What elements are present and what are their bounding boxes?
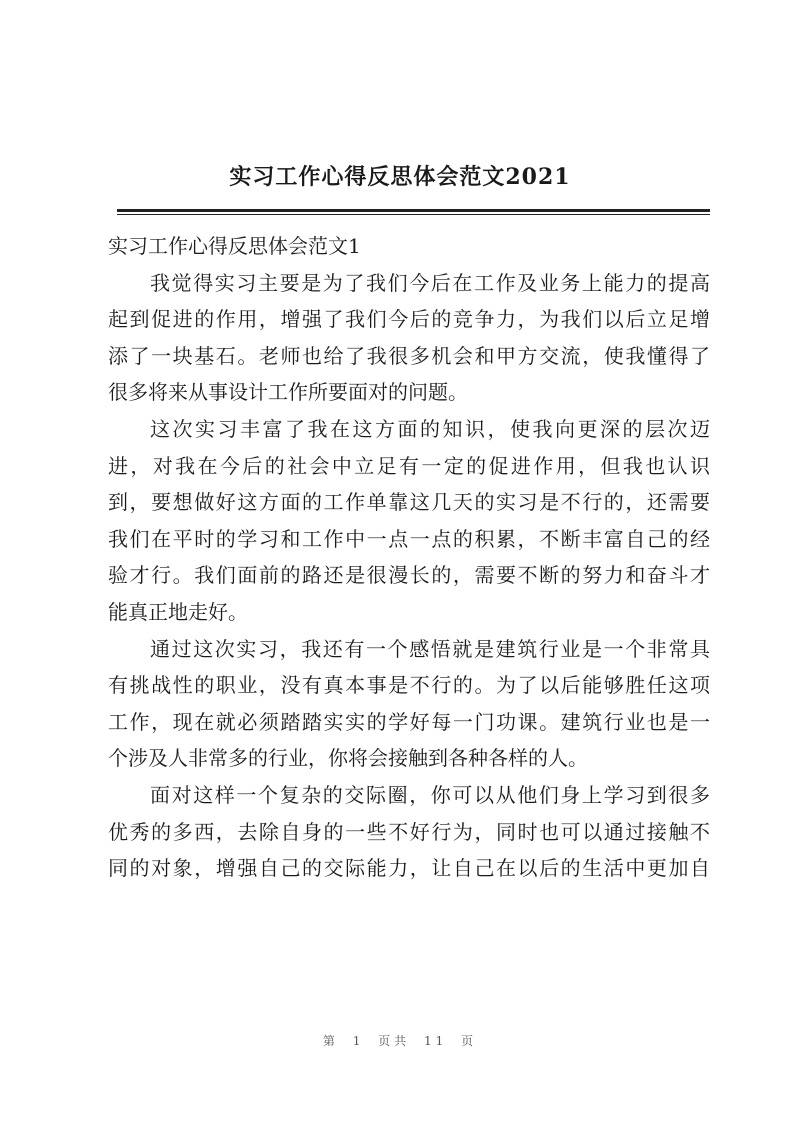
paragraph-3-line-4: 个涉及人非常多的行业，你将会接触到各种各样的人。 (108, 746, 588, 771)
paragraph-2-line-3: 到，要想做好这方面的工作单靠这几天的实习是不行的，还需要 (108, 490, 710, 515)
paragraph-2-line-2: 进，对我在今后的社会中立足有一定的促进作用，但我也认识 (108, 453, 710, 478)
footer-prefix: 第 (322, 1034, 339, 1048)
paragraph-4-line-2: 优秀的多西，去除自身的一些不好行为，同时也可以通过接触不 (108, 819, 710, 844)
document-body (108, 228, 710, 887)
paragraph-3-line-3: 工作，现在就必须踏踏实实的学好每一门功课。建筑行业也是一 (108, 709, 710, 734)
paragraph-2-line-6: 能真正地走好。 (108, 599, 248, 624)
paragraph-1-line-3: 添了一块基石。老师也给了我很多机会和甲方交流，使我懂得了 (108, 343, 710, 368)
paragraph-1-line-2: 起到促进的作用，增强了我们今后的竞争力，为我们以后立足增 (108, 307, 710, 332)
paragraph-2-line-4: 我们在平时的学习和工作中一点一点的积累，不断丰富自己的经 (108, 526, 710, 551)
paragraph-4-line-1: 面对这样一个复杂的交际圈，你可以从他们身上学习到很多 (150, 782, 710, 807)
paragraph-1-line-4: 很多将来从事设计工作所要面对的问题。 (108, 380, 468, 405)
document-title: 实习工作心得反思体会范文2021 (229, 164, 571, 190)
footer-suffix: 页 (461, 1034, 478, 1048)
page-footer (0, 1032, 800, 1049)
title-rule-thick (117, 209, 710, 212)
paragraph-4-line-3: 同的对象，增强自己的交际能力，让自己在以后的生活中更加自 (108, 856, 710, 881)
footer-page-current: 1 (352, 1034, 365, 1048)
paragraph-2-line-5: 验才行。我们面前的路还是很漫长的，需要不断的努力和奋斗才 (108, 563, 710, 588)
paragraph-3-line-2: 有挑战性的职业，没有真本事是不行的。为了以后能够胜任这项 (108, 673, 710, 698)
title-rule-thin (117, 214, 710, 215)
paragraph-1-line-1: 我觉得实习主要是为了我们今后在工作及业务上能力的提高 (150, 270, 710, 295)
section-heading: 实习工作心得反思体会范文1 (108, 234, 361, 258)
footer-mid: 页共 (378, 1034, 411, 1048)
footer-page-total: 11 (424, 1034, 448, 1048)
paragraph-3-line-1: 通过这次实习，我还有一个感悟就是建筑行业是一个非常具 (150, 636, 710, 661)
paragraph-2-line-1: 这次实习丰富了我在这方面的知识，使我向更深的层次迈 (150, 416, 710, 441)
